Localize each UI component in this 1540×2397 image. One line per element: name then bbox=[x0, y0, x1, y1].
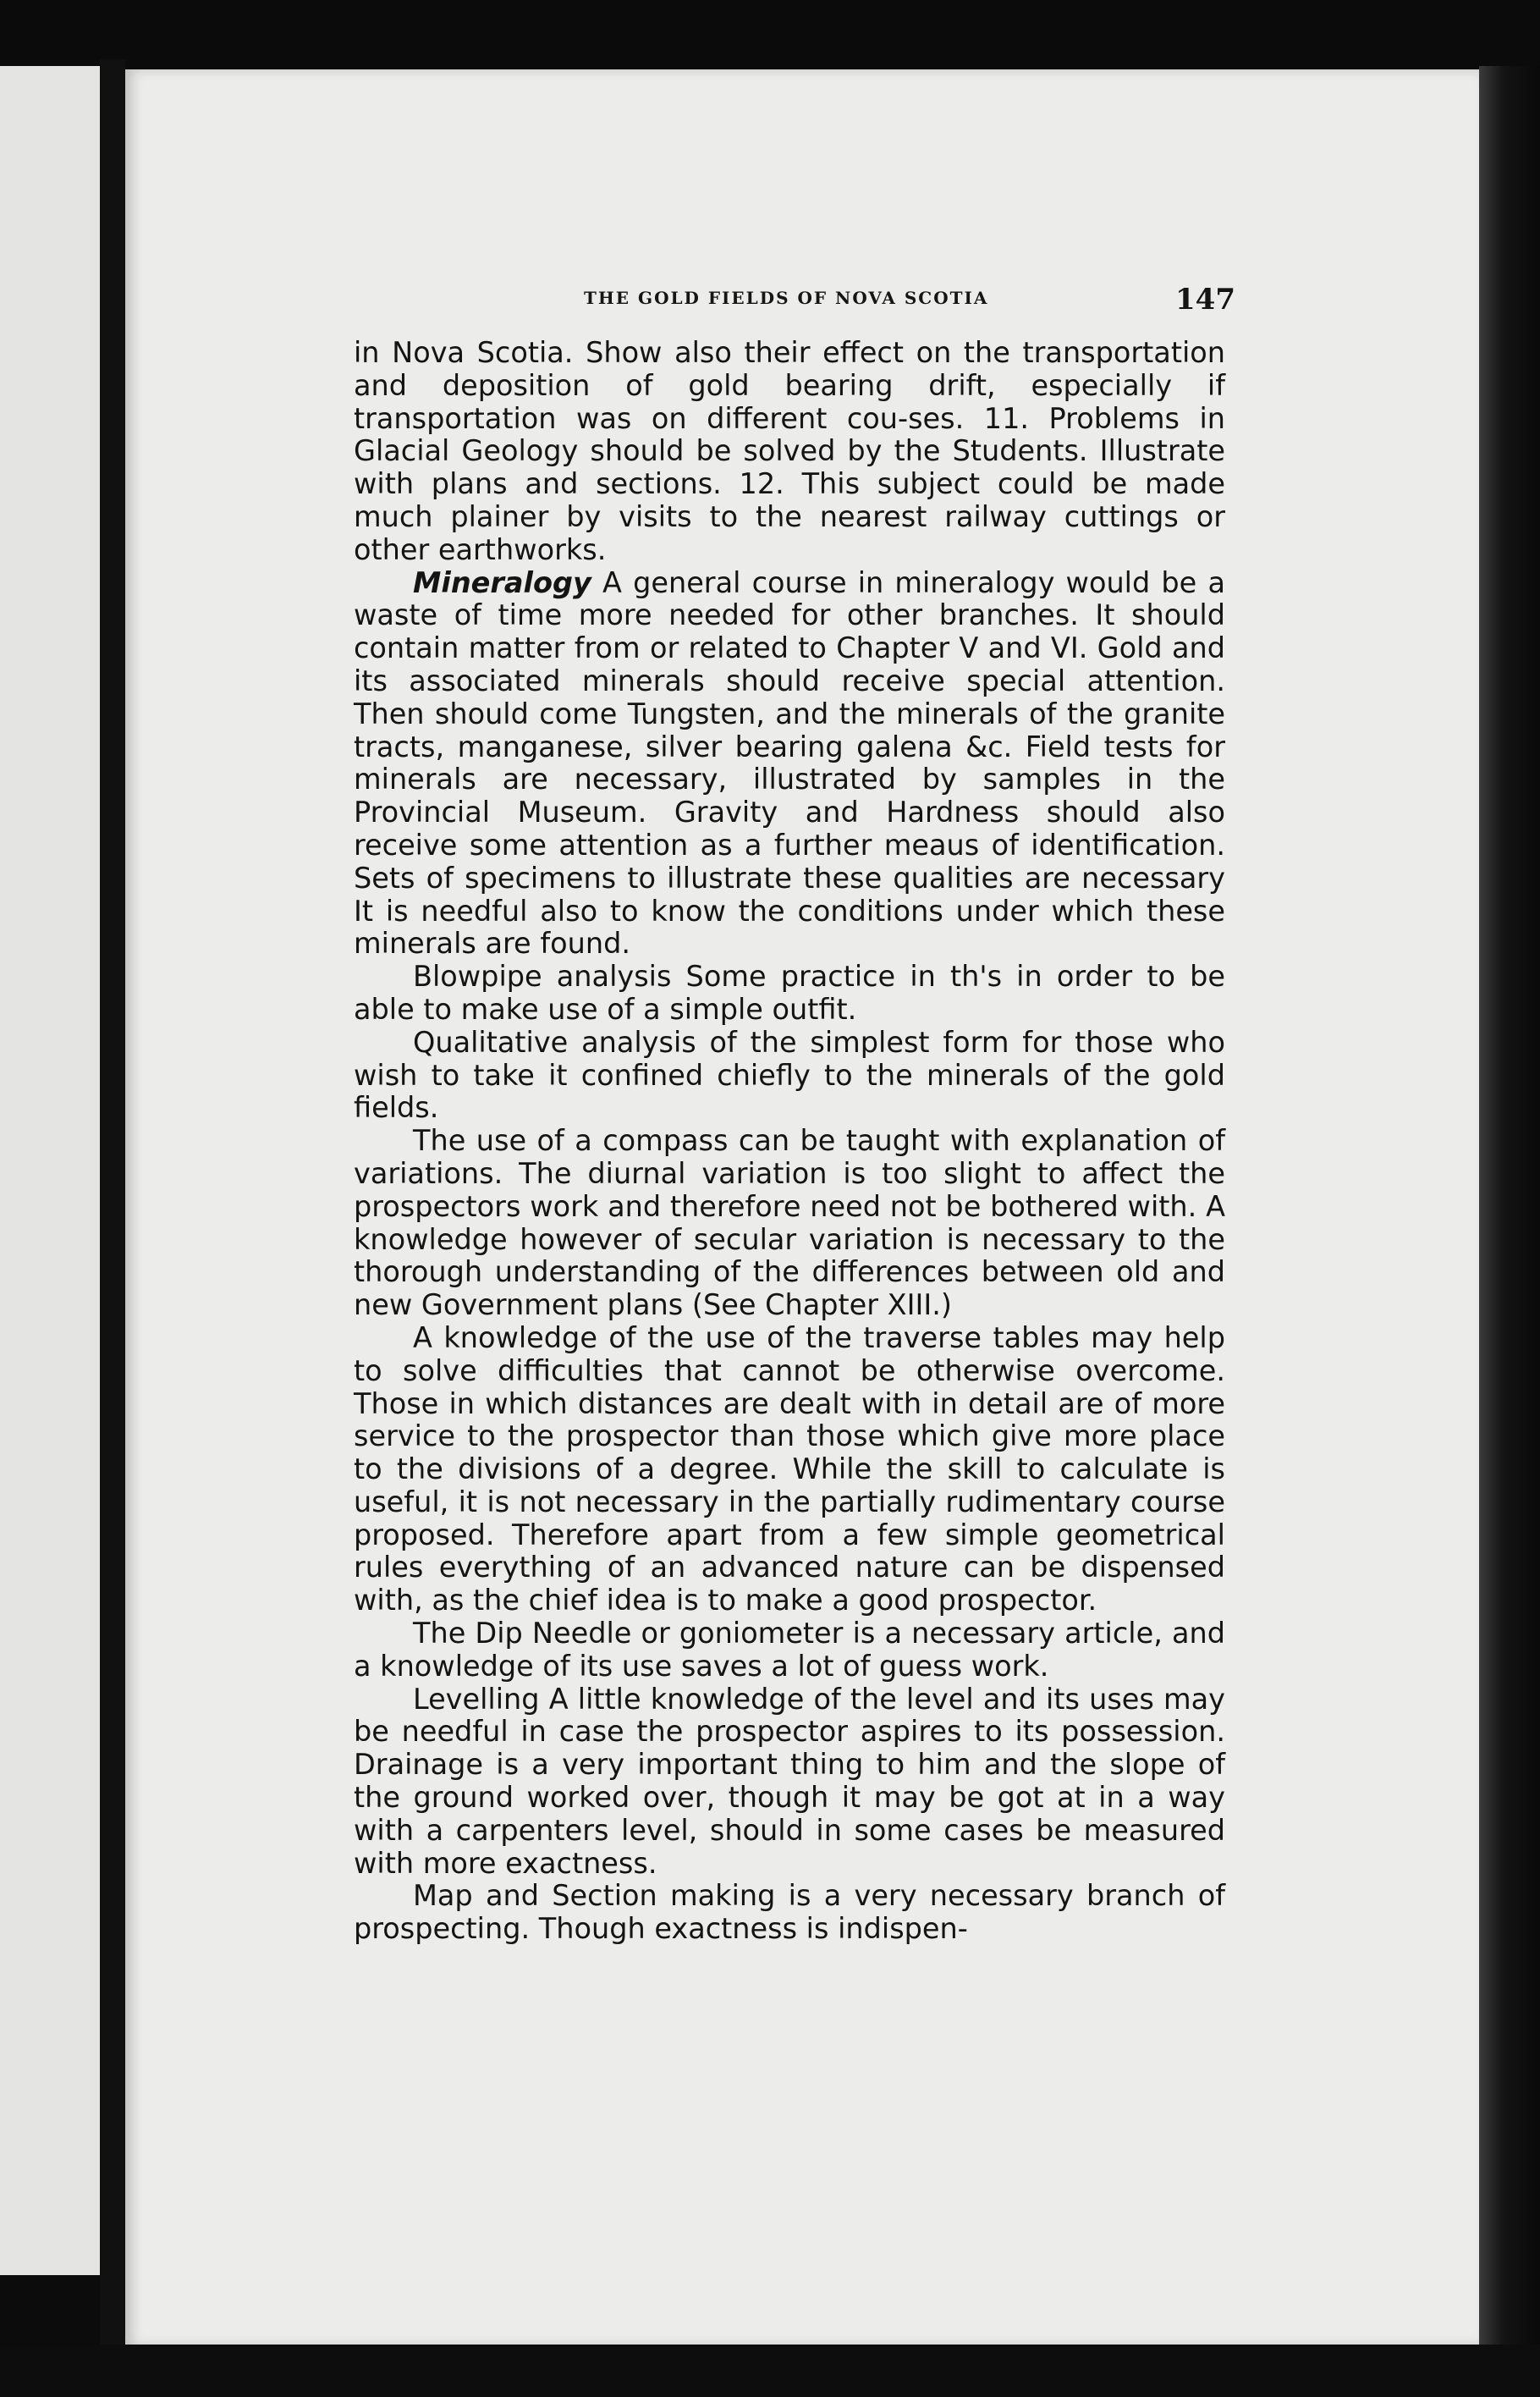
paragraph-levelling bbox=[354, 1683, 1225, 1881]
scan-right-border bbox=[1479, 66, 1540, 2368]
running-title: THE GOLD FIELDS OF NOVA SCOTIA bbox=[584, 288, 989, 308]
paragraph-text: Blowpipe analysis Some practice in th's in order to be able to make use of a simple outfit. bbox=[354, 960, 1225, 1026]
paragraph-blowpipe bbox=[354, 961, 1225, 1027]
scan-bottom-border bbox=[0, 2345, 1540, 2397]
paragraph-lead-mineralogy: Mineralogy bbox=[413, 565, 591, 599]
binding-gutter bbox=[100, 59, 125, 2361]
running-head bbox=[584, 284, 1235, 318]
paragraph-text: A general course in mineralogy would be a waste of time more needed for other branches. It should contain matter from or related to Chapter V and VI. Gold and its associated minerals should receive special attention. Then should come Tungsten, and the minerals of the granite tracts, manganese, silver bearing galena &c. Field tests for minerals are necessary, illustrated by samples in the Provincial Museum. Gravity and Hardness should also receive some attention as a further meaus of identification. Sets of specimens to illustrate these qualities are necessary It is needful also to know the conditions under which these minerals are found. bbox=[354, 565, 1225, 961]
paragraph-text: The use of a compass can be taught with explanation of variations. The diurnal variation is too slight to affect the prospectors work and therefore need not be bothered with. A knowledge however of secular variation is necessary to the thorough understanding of the differences between old and new Government plans (See Chapter XIII.) bbox=[354, 1124, 1225, 1322]
paragraph-map-section bbox=[354, 1880, 1225, 1946]
paragraph-text: Levelling A little knowledge of the level and its uses may be needful in case the prospector aspires to its possession. Drainage is a very important thing to him and the slope of the ground worked over, though it may be got at in a way with a carpenters level, should in some cases be measured with more exactness. bbox=[354, 1682, 1225, 1880]
paragraph-mineralogy bbox=[354, 567, 1225, 962]
paragraph-glacial bbox=[354, 337, 1225, 567]
paragraph-text: The Dip Needle or goniometer is a necessary article, and a knowledge of its use saves a lot of guess work. bbox=[354, 1617, 1225, 1683]
paragraph-text: Qualitative analysis of the simplest form for those who wish to take it confined chiefly to the minerals of the gold fields. bbox=[354, 1025, 1225, 1125]
previous-page-edge bbox=[0, 66, 100, 2275]
paragraph-text: Map and Section making is a very necessary branch of prospecting. Though exactness is indispen- bbox=[354, 1879, 1225, 1946]
paragraph-compass bbox=[354, 1125, 1225, 1322]
paragraph-text: A knowledge of the use of the traverse tables may help to solve difficulties that cannot be otherwise overcome. Those in which distances are dealt with in detail are of more service to the prospector than those which give more place to the divisions of a degree. While the skill to calculate is useful, it is not necessary in the partially rudimentary course proposed. Therefore apart from a few simple geometrical rules everything of an advanced nature can be dispensed with, as the chief idea is to make a good prospector. bbox=[354, 1320, 1225, 1617]
paragraph-traverse-tables bbox=[354, 1322, 1225, 1617]
paragraph-dip-needle bbox=[354, 1617, 1225, 1683]
paragraph-qualitative bbox=[354, 1027, 1225, 1125]
page-number: 147 bbox=[1175, 283, 1235, 317]
body-text bbox=[354, 337, 1225, 1946]
paragraph-text: in Nova Scotia. Show also their effect on the transportation and deposition of gold bearing drift, especially if transportation was on different cou-ses. 11. Problems in Glacial Geology should be solved by the Students. Illustrate with plans and sections. 12. This subject could be made much plainer by visits to the nearest railway cuttings or other earthworks. bbox=[354, 336, 1225, 566]
scan-top-border bbox=[0, 0, 1540, 68]
